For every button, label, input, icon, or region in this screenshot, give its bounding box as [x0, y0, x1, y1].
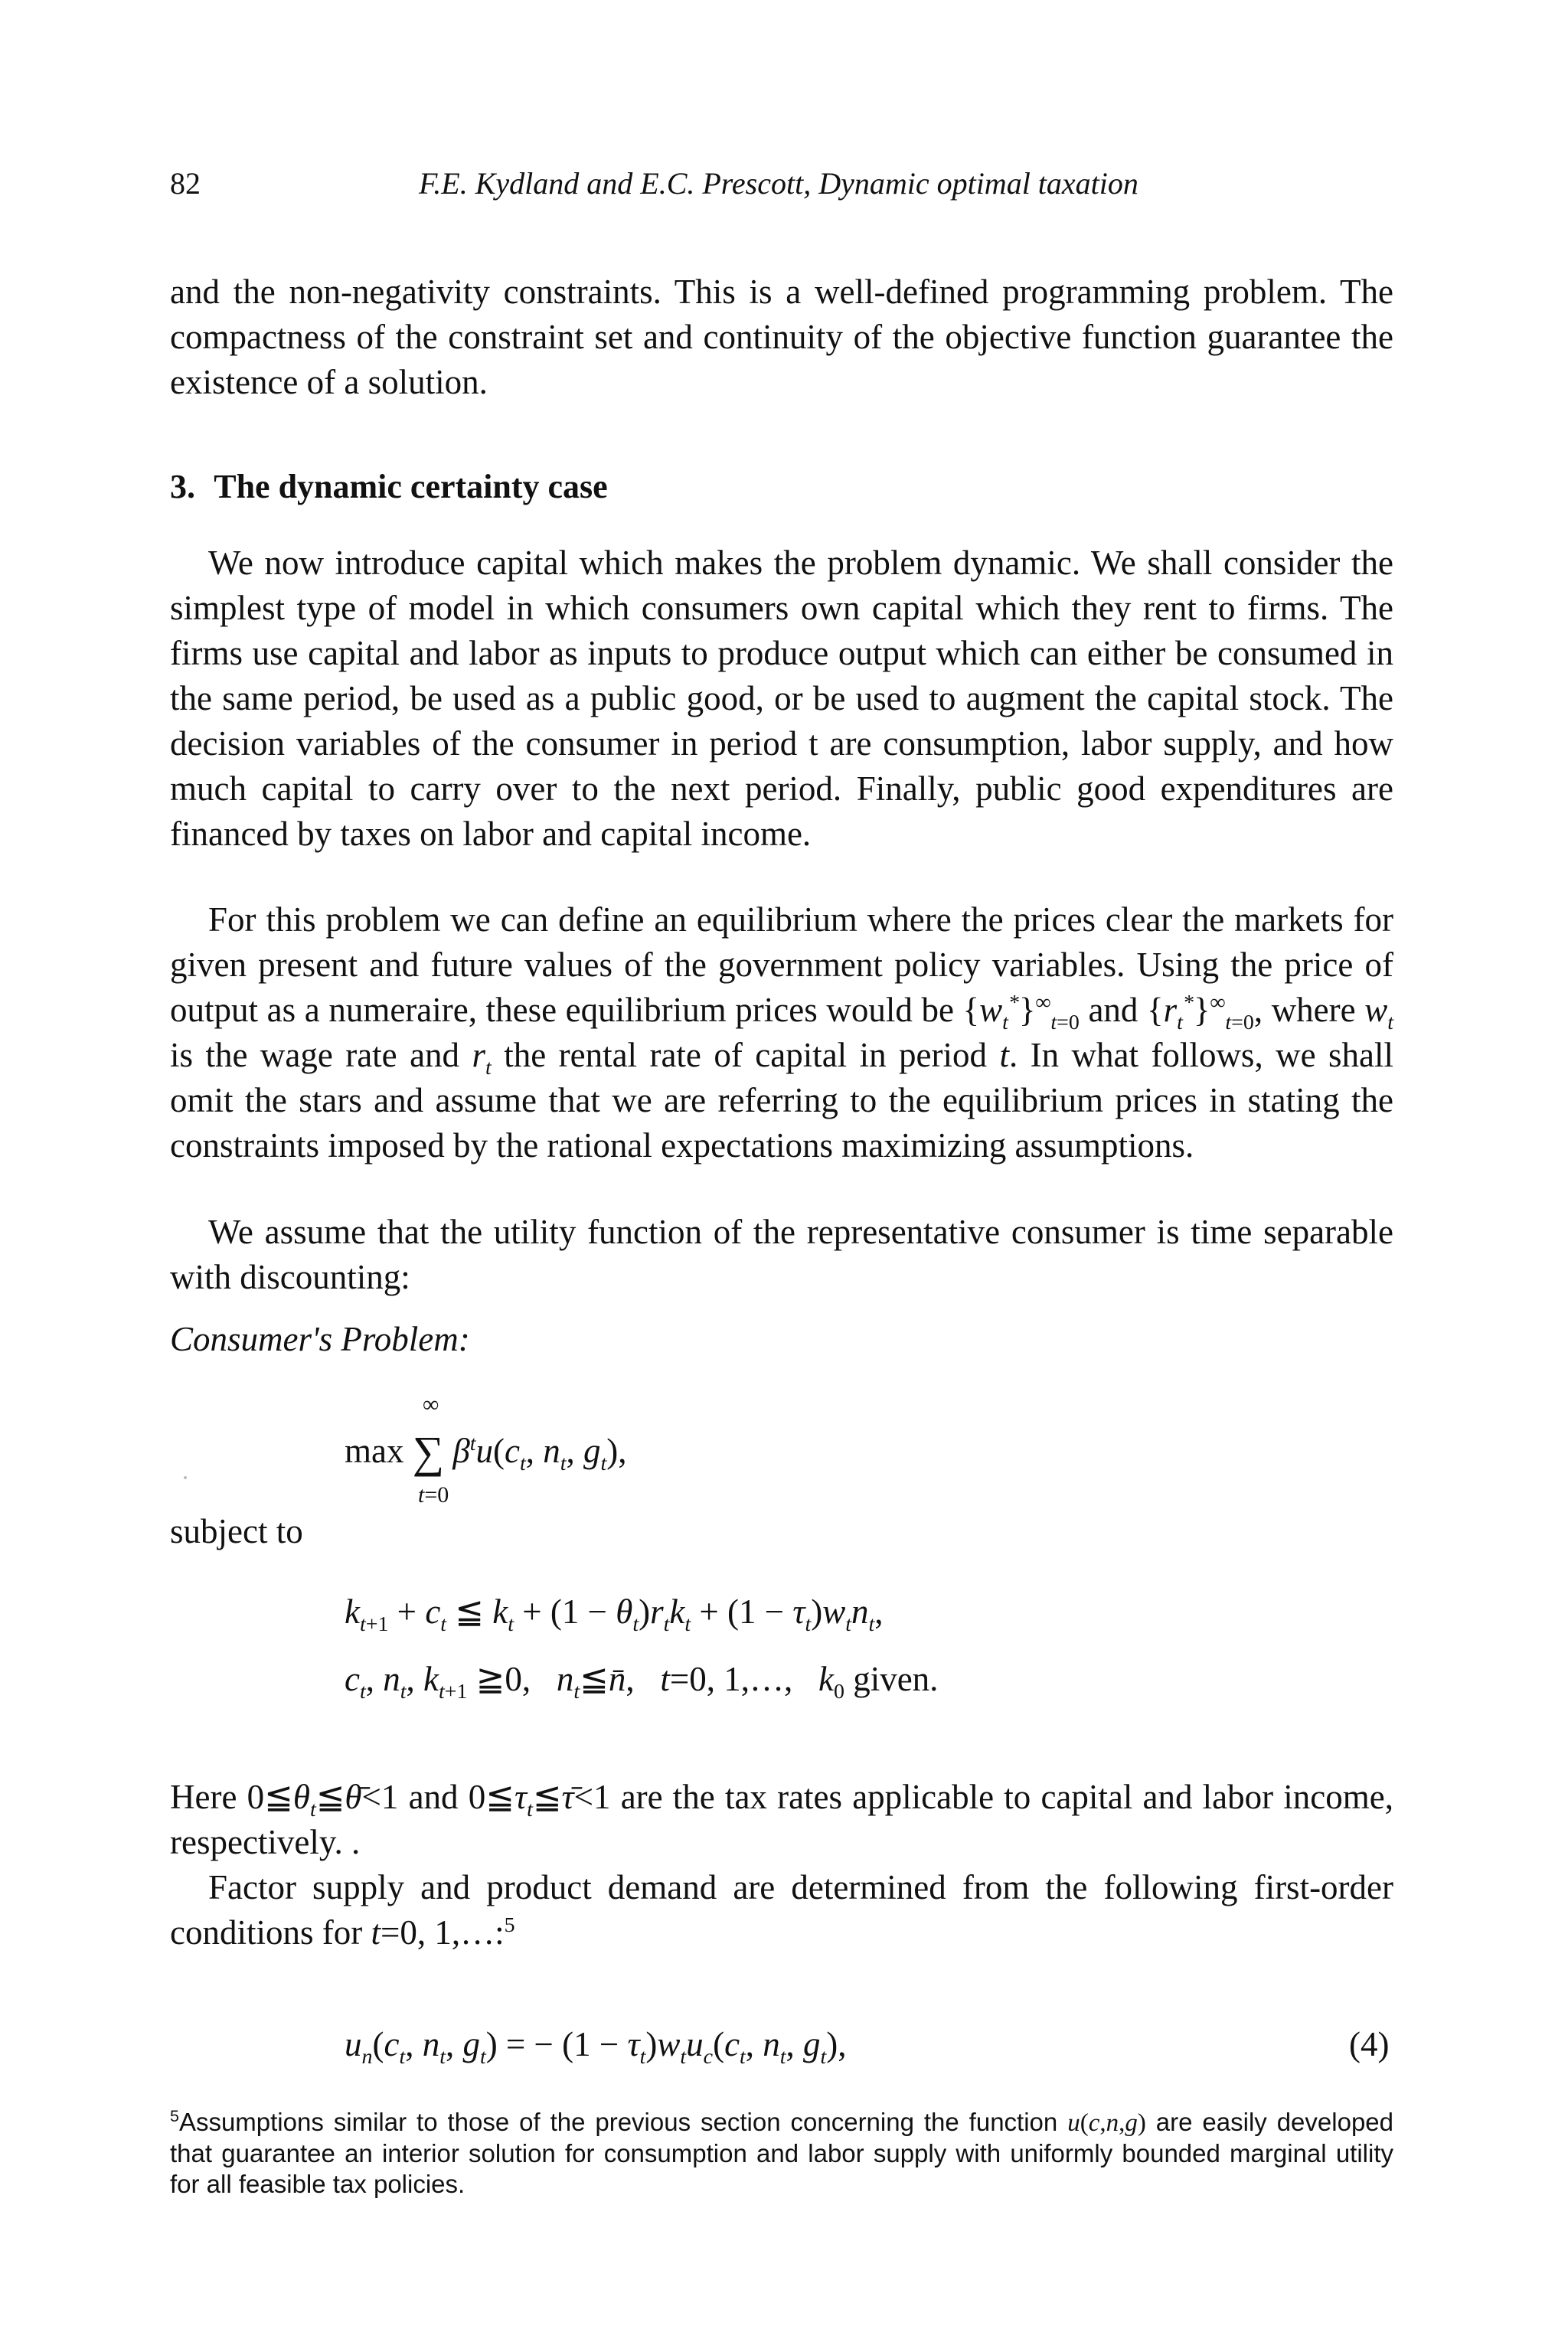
scan-speck — [184, 1476, 187, 1479]
equation-number: (4) — [1349, 2025, 1390, 2063]
rental-sequence: $\{r_t^*\}^\infty_{t=0}$ — [1147, 991, 1254, 1034]
section-title: The dynamic certainty case — [214, 468, 608, 505]
intro-paragraph: and the non-negativity constraints. This is a well-defined programming problem. The compactness of the constraint set and continuity of the objective function guarantee the existence of a solution. — [170, 273, 1393, 401]
paragraph-2-and: and — [1088, 991, 1138, 1029]
paragraph-1: We now introduce capital which makes the problem dynamic. We shall consider the simplest type of model in which consumers own capital which they rent to firms. The firms use capital and labor as inputs to produce output which can either be consumed in the same period, be used as a public good, or be used to augment the capital stock. The decision variables of the consumer in period t are consumption, labor supply, and how much capital to carry over to the next period. Finally, public good expenditures are financed by taxes on labor and capital income. — [170, 544, 1393, 853]
rental-symbol: $r_t$ — [472, 1036, 492, 1080]
footnote-text-a: Assumptions similar to those of the previous section concerning the function — [178, 2108, 1058, 2136]
paragraph-2-text-d: the rental rate of capital in period — [504, 1036, 987, 1074]
objective-function — [345, 1393, 804, 1516]
objective-expression: max ∑ $\beta^tu(c_t$, $n_t$, $g_t$), — [345, 1427, 627, 1477]
paragraph-4-and: and — [408, 1778, 459, 1816]
period-range: t=0, 1,…:$^5$ — [371, 1913, 515, 1952]
sum-upper-limit: ∞ — [423, 1392, 439, 1417]
paragraph-4 — [170, 1775, 1393, 1865]
paragraph-2-text-b: where — [1271, 991, 1356, 1029]
paragraph-2: For this problem we can define an equilibrium where the prices clear the markets for given present and future values of the government policy variables. Using the price of output as a numeraire, these equilibrium prices would be $\{w_t^*\}^\infty_{t=0}$ and $\{r_t^*\}^\infty_{t=0}$, where $w_t$ is the wage rate and $r_t$ the rental rate of capital in period t. In what follows, we shall omit the stars and assume that we are referring to the equilibrium prices in stating the constraints imposed by the rational expectations maximizing assumptions. — [170, 900, 1394, 1165]
paragraph-2-text-a: For this problem we can define an equilibrium where the prices clear the markets for given present and future values of the government policy variables. Using the price of output as a numeraire, these equilibrium prices would be — [170, 900, 1393, 1029]
paragraph-5-text: Factor supply and product demand are determined from the following first-order conditions for — [170, 1868, 1393, 1952]
capital-tax-bounds: $0≦\theta_t≦\thetā<1$ — [247, 1778, 399, 1821]
labor-tax-bounds: $0≦\tau_t≦\taū<1$ — [468, 1778, 611, 1821]
sum-lower-limit: t=0 — [418, 1482, 449, 1508]
running-title: F.E. Kydland and E.C. Prescott, Dynamic optimal taxation — [419, 166, 1138, 201]
given-word: given. — [853, 1660, 939, 1698]
footnote — [170, 2107, 1393, 2200]
footnote-utility-function: u(c,n,g) — [1067, 2109, 1146, 2137]
paragraph-3: We assume that the utility function of the representative consumer is time separable with discounting: — [170, 1213, 1393, 1296]
subject-to-label: subject to — [170, 1512, 303, 1550]
wage-sequence: $\{w_t^*\}^\infty_{t=0}$ — [962, 991, 1080, 1034]
consumer-problem-label: Consumer's Problem: — [170, 1320, 470, 1358]
footnote-text-b: are easily developed that guarantee an interior solution for consumption and labor supply with uniformly bounded marginal utility for all feasible tax policies. — [170, 2108, 1393, 2198]
paragraph-4-text: are the tax rates applicable to capital and labor income, respectively. . — [170, 1778, 1394, 1861]
equation-4: $u_n(c_t$, $n_t$, $g_t$) = − $(1 - \tau_t)w_tu_c(c_t$, $n_t$, $g_t$), — [345, 2025, 847, 2069]
period-symbol: t — [999, 1036, 1009, 1074]
paragraph-4-here: Here — [170, 1778, 237, 1816]
section-number: 3. — [170, 468, 195, 505]
paragraph-2-text-e: . In what follows, we shall omit the stars and assume that we are referring to the equilibrium prices in stating the constraints imposed by the rational expectations maximizing assumptions. — [170, 1036, 1394, 1165]
page-number: 82 — [170, 166, 201, 201]
paragraph-5 — [170, 1865, 1393, 1955]
section-heading — [170, 464, 608, 510]
footnote-marker: 5 — [170, 2107, 179, 2125]
paragraph-2-text-c: is the wage rate and — [170, 1036, 460, 1074]
wage-symbol: $w_t$ — [1364, 991, 1394, 1034]
non-negativity-constraints: $c_t$, $n_t$, $k_{t+1}$ ≧0, $n_t≦n̄$, t=0, 1,…, $k_0$ given. — [345, 1660, 939, 1704]
running-header — [170, 161, 1410, 207]
budget-constraint: $k_{t+1} + c_t$ ≦ $k_t + (1 - \theta_t)r_tk_t + (1 - \tau_t)w_tn_t$, — [345, 1592, 884, 1636]
